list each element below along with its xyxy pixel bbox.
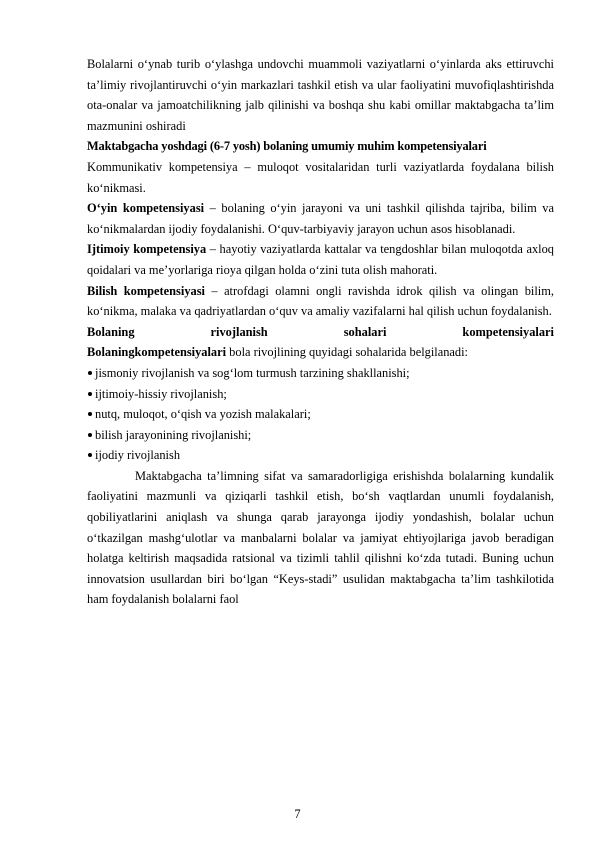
heading-word: Bolaning xyxy=(87,324,135,339)
intro-paragraph: Bolalarni o‘ynab turib o‘ylashga undovchi muammoli vaziyatlarni o‘yinlarda aks ettiruvchi ta’limiy rivojlantiruvchi o‘yin markazlari tashkil etish va ular faoliyatini muvofiqlashtirishda ota-onalar va jamoatchilikning jalb qilinishi va boshqa shu kabi omillar maktabgacha ta’lim mazmunini oshiradi xyxy=(87,57,554,133)
list-item-text: nutq, muloqot, o‘qish va yozish malakalari; xyxy=(95,407,311,422)
sohalar-paragraph xyxy=(87,342,554,363)
list-item-text: bilish jarayonining rivojlanishi; xyxy=(95,427,252,442)
oyin-term: O‘yin kompetensiyasi xyxy=(87,201,205,216)
ijtimoiy-paragraph xyxy=(87,239,554,280)
ijtimoiy-text: – hayotiy vaziyatlarda kattalar va tengdoshlar bilan muloqotda axloq qoidalari va me’yorlariga rioya qilgan holda o‘zini tuta olish mahorati. xyxy=(87,242,554,277)
list-item xyxy=(87,425,554,446)
final-paragraph: Maktabgacha ta’limning sifat va samaradorligiga erishishda bolalarning kundalik faoliyatini mazmunli va qiziqarli tashkil etish, bo‘sh vaqtlardan unumli foydalanish, qobiliyatlarini aniqlash va shunga qarab jarayonga ijodiy yondashish, bolalar uchun o‘tkazilgan mashg‘ulotlar va manbalarni bolalar va jamiyat ehtiyojlariga javob beradigan holatga keltirish maqsadida ratsional va tizimli tahlil qilishni ko‘zda tutadi. Buning uchun innovatsion usullardan biri bo‘lgan “Keys-stadi” usulidan maktabgacha ta’lim tashkilotida ham foydalanish bolalarni faol xyxy=(87,468,554,607)
list-item-text: ijodiy rivojlanish xyxy=(95,448,181,463)
sohalar-term: Bolaningkompetensiyalari xyxy=(87,345,227,360)
bullet-icon xyxy=(88,412,92,416)
bilish-term: Bilish kompetensiyasi xyxy=(87,283,205,298)
page-number: 7 xyxy=(294,807,301,821)
list-item xyxy=(87,384,554,405)
ijtimoiy-term: Ijtimoiy kompetensiya xyxy=(87,242,207,257)
sohalar-text: bola rivojlining quyidagi sohalarida belgilanadi: xyxy=(226,345,468,360)
list-item xyxy=(87,404,554,425)
main-heading: Maktabgacha yoshdagi (6-7 yosh) bolaning umumiy muhim kompetensiyalari xyxy=(87,139,487,154)
sohalar-heading xyxy=(87,322,554,343)
bullet-icon xyxy=(88,453,92,457)
list-item xyxy=(87,445,554,466)
heading-word: kompetensiyalari xyxy=(462,324,554,339)
oyin-paragraph xyxy=(87,198,554,239)
document-page xyxy=(87,54,554,610)
bilish-paragraph xyxy=(87,281,554,322)
heading-word: rivojlanish xyxy=(210,324,268,339)
list-item-text: jismoniy rivojlanish va sog‘lom turmush tarzining shakllanishi; xyxy=(95,365,410,380)
list-item xyxy=(87,363,554,384)
bullet-list xyxy=(87,363,554,466)
oyin-text: – bolaning o‘yin jarayoni va uni tashkil qilishda tajriba, bilim va ko‘nikmalardan ijodiy foydalanishi. O‘quv-tarbiyaviy jarayon uchun asos hisoblanadi. xyxy=(87,201,554,236)
bullet-icon xyxy=(88,433,92,437)
bilish-text: – atrofdagi olamni ongli ravishda idrok qilish va olingan bilim, ko‘nikma, malaka va qadriyatlardan o‘quv va amaliy vazifalarni hal qilish uchun foydalanish. xyxy=(87,283,554,319)
kommunikativ-paragraph: Kommunikativ kompetensiya – muloqot vositalaridan turli vaziyatlarda foydalana bilish ko‘nikmasi. xyxy=(87,159,554,195)
list-item-text: ijtimoiy-hissiy rivojlanish; xyxy=(95,386,227,401)
bullet-icon xyxy=(88,371,92,375)
heading-word: sohalari xyxy=(343,324,387,339)
bullet-icon xyxy=(88,392,92,396)
